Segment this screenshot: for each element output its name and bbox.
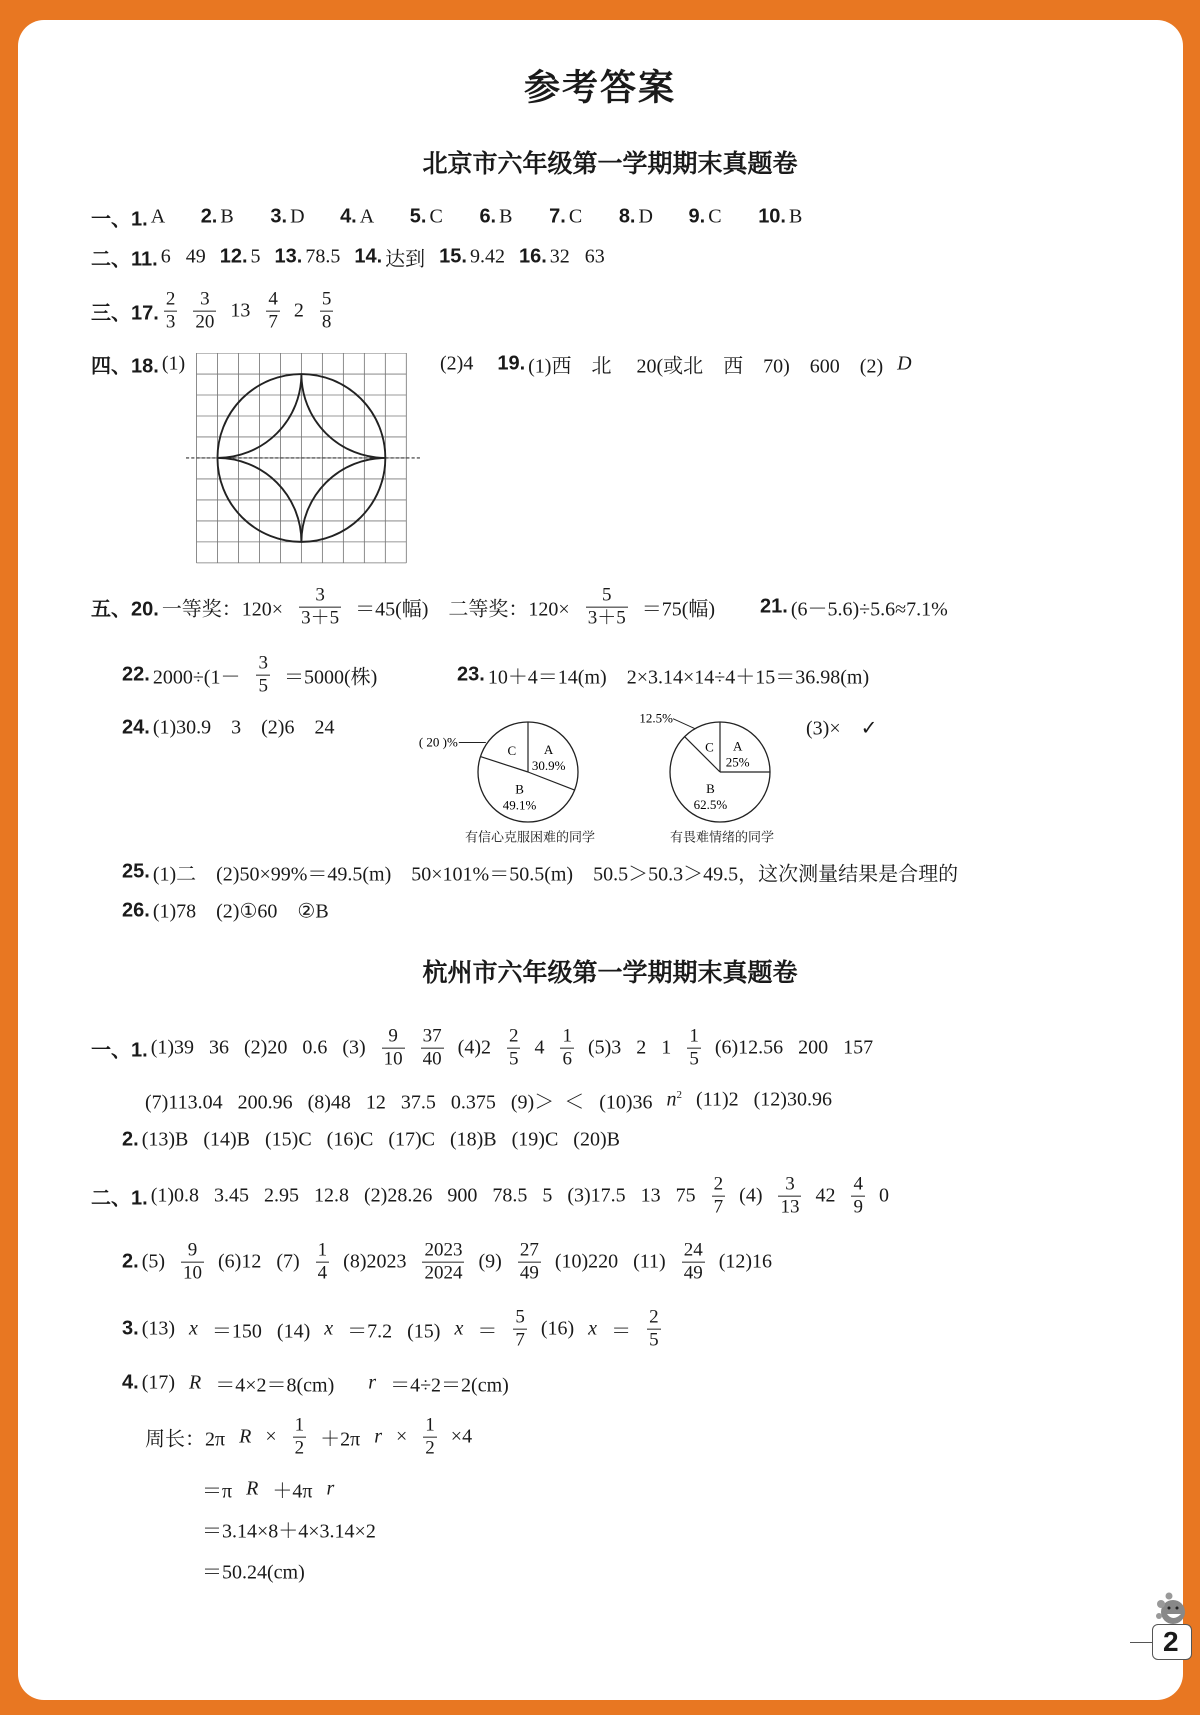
question-number: 12. (219, 245, 248, 268)
fraction-denominator: 20 (195, 311, 215, 333)
fraction (422, 1240, 464, 1285)
fraction-numerator: 9 (388, 1025, 398, 1047)
answer-text: 4 (534, 1036, 545, 1059)
question-number: 4. (340, 205, 357, 228)
answer-line (202, 1475, 348, 1504)
answer-text: 5 (250, 245, 261, 268)
question-number: 3. (270, 205, 288, 228)
pie-value-a: 25% (725, 754, 750, 770)
fraction-numerator: 2 (165, 288, 176, 310)
fraction-numerator: 4 (268, 288, 278, 310)
fraction-denominator: 5 (258, 675, 268, 697)
answer-text: (13) (141, 1317, 176, 1340)
question-number: 23. (457, 663, 485, 686)
math-variable: r (374, 1425, 383, 1448)
math-variable: x (588, 1317, 598, 1340)
question-number: 9. (688, 205, 706, 228)
answer-text: ×4 (450, 1425, 473, 1448)
fraction-denominator: 3 (165, 311, 176, 333)
pie-label-a: A (732, 738, 743, 754)
answer-text: (1) (161, 352, 186, 375)
fraction-denominator: 40 (422, 1048, 442, 1070)
fraction (712, 1174, 726, 1219)
question-number: 10. (758, 205, 786, 228)
answer-line-20 (91, 585, 729, 630)
question-number: 一、1. (91, 208, 148, 231)
answer-text: 42 (815, 1184, 836, 1207)
answer-text: 2 (293, 299, 304, 322)
fraction-numerator: 1 (562, 1025, 572, 1047)
fraction (507, 1026, 521, 1071)
fraction (421, 1026, 444, 1071)
fraction-numerator: 9 (187, 1239, 198, 1261)
answer-text: B (789, 205, 803, 228)
pie-value-b: 49.1% (502, 797, 537, 813)
question-number: 21. (760, 595, 788, 618)
fraction-denominator: 8 (321, 311, 332, 333)
answer-line (202, 1515, 390, 1544)
answer-text: ＝7.2 (15) (347, 1320, 441, 1343)
answer-text: 达到 (385, 248, 426, 271)
answer-text: (10)220 (11) (554, 1250, 666, 1273)
fraction (256, 653, 270, 698)
fraction-denominator: 3＋5 (587, 607, 626, 629)
fraction-denominator: 5 (649, 1329, 659, 1351)
fraction-numerator: 1 (425, 1414, 435, 1436)
fraction-numerator: 24 (683, 1239, 703, 1261)
fraction-numerator: 1 (294, 1414, 305, 1436)
pie-caption-1: 有信心克服困难的同学 (464, 830, 596, 846)
answer-line-24 (122, 717, 348, 740)
question-number: 二、1. (91, 1187, 148, 1210)
page-number: 2 (1152, 1624, 1192, 1660)
fraction-denominator: 10 (183, 1262, 203, 1284)
answer-text: ＝4×2＝8(cm) (215, 1374, 355, 1397)
fraction (778, 1174, 801, 1219)
math-variable: x (324, 1317, 334, 1340)
fraction (851, 1174, 865, 1219)
fraction (586, 585, 628, 630)
question-number: 二、11. (91, 248, 158, 271)
answer-line-19 (440, 350, 926, 379)
question-number: 7. (549, 205, 566, 228)
question-number: 26. (122, 899, 150, 922)
answer-text: (1)30.9 3 (2)6 24 (152, 716, 335, 739)
math-variable: r (368, 1371, 377, 1394)
answer-text: ＝3.14×8＋4×3.14×2 (202, 1520, 376, 1543)
fraction-numerator: 2 (649, 1306, 659, 1328)
fraction (382, 1026, 405, 1071)
answer-text: (6)12 (7) (218, 1250, 300, 1273)
pie-value-c: 12.5% (639, 710, 673, 726)
fraction-denominator: 10 (383, 1048, 403, 1070)
question-number: 2. (122, 1250, 139, 1273)
answer-line-21 (760, 593, 962, 622)
math-variable: R (189, 1371, 202, 1394)
fraction (320, 289, 334, 334)
fraction-numerator: 1 (317, 1239, 328, 1261)
answer-text: (17) (141, 1371, 176, 1394)
fraction-denominator: 6 (562, 1048, 572, 1070)
answer-text: (1)西 北 20(或北 西 70) 600 (2) (528, 355, 884, 378)
fraction (560, 1026, 574, 1071)
math-variable: R (246, 1477, 259, 1500)
answer-text: (8)2023 (343, 1250, 407, 1273)
fraction-denominator: 7 (713, 1196, 724, 1218)
question-number: 19. (497, 352, 526, 375)
question-number: 24. (122, 716, 150, 739)
fraction-denominator: 5 (689, 1048, 699, 1070)
fraction-denominator: 2 (425, 1437, 435, 1459)
fraction (687, 1026, 701, 1071)
pie-slice-boundary (528, 772, 575, 790)
fraction-numerator: 3 (315, 584, 325, 606)
question-number: 2. (122, 1128, 139, 1151)
answer-text: 0 (878, 1184, 889, 1207)
grid-figure (186, 353, 421, 565)
answer-text: 10＋4＝14(m) 2×3.14×14÷4＋15＝36.98(m) (487, 666, 870, 689)
answer-text: 32 63 (549, 245, 605, 268)
exponent: 2 (676, 1088, 683, 1101)
answer-line (122, 1369, 523, 1398)
answer-text: 一等奖：120× (161, 598, 284, 621)
pie-label-a: A (543, 741, 554, 757)
answer-line (122, 1307, 675, 1352)
fraction-denominator: 4 (317, 1262, 328, 1284)
question-number: 一、1. (91, 1039, 148, 1062)
fraction-numerator: 27 (519, 1239, 539, 1261)
answer-text: (16) (540, 1317, 575, 1340)
fraction (513, 1307, 527, 1352)
answer-text: (4)2 (457, 1036, 491, 1059)
answer-text: ＋4π (272, 1480, 313, 1503)
answer-text: ＝75(幅) (641, 598, 716, 621)
answer-line (122, 1129, 634, 1152)
pie-value-c: ( 20 )% (418, 734, 458, 750)
answer-line-22 (122, 653, 391, 698)
fraction-denominator: 49 (683, 1262, 703, 1284)
answer-line (145, 1086, 846, 1115)
question-number: 三、17. (91, 302, 159, 325)
answer-text: ＝ (611, 1320, 632, 1343)
answer-text: C (429, 205, 443, 228)
answer-text: ＝ (477, 1320, 498, 1343)
answer-line (145, 1415, 486, 1460)
answer-text: 2000÷(1－ (152, 666, 241, 689)
question-number: 25. (122, 860, 150, 883)
answer-text: A (359, 205, 375, 228)
answer-text: (4) (739, 1184, 763, 1207)
page-number-rule (1130, 1642, 1154, 1643)
question-number: 3. (122, 1317, 139, 1340)
answer-text: (5) (141, 1250, 166, 1273)
answer-line-fill (91, 243, 619, 272)
pie-value-a: 30.9% (531, 757, 566, 773)
question-number: 6. (479, 205, 497, 228)
math-variable: $n^2$ (666, 1088, 683, 1111)
fraction (293, 1415, 307, 1460)
fraction-numerator: 37 (422, 1025, 442, 1047)
answer-text: D (638, 205, 653, 228)
pie-label-b: B (515, 781, 524, 797)
fraction-numerator: 5 (515, 1306, 525, 1328)
answer-text: C (568, 205, 583, 228)
answer-text: 6 49 (160, 245, 206, 268)
question-number: 22. (122, 663, 150, 686)
fraction (299, 585, 341, 630)
math-variable: x (454, 1317, 464, 1340)
answer-line-18 (91, 350, 199, 379)
fraction-numerator: 1 (689, 1025, 699, 1047)
fraction-denominator: 13 (780, 1196, 800, 1218)
answer-text: ＝50.24(cm) (202, 1561, 305, 1584)
mascot-icon (1155, 1590, 1185, 1628)
answer-text: ＝45(幅) 二等奖：120× (355, 598, 570, 621)
question-number: 四、18. (91, 355, 159, 378)
answer-line-calc (91, 289, 347, 334)
fraction (266, 289, 280, 334)
answer-line-26 (122, 899, 343, 924)
page-title: 参考答案 (523, 67, 676, 109)
answer-text: ＝150 (14) (211, 1320, 311, 1343)
fraction-denominator: 7 (268, 311, 278, 333)
fraction (181, 1240, 204, 1285)
answer-line-24-3 (806, 716, 891, 741)
answer-line-choice (91, 203, 839, 232)
fraction (682, 1240, 705, 1285)
question-number: 五、20. (91, 598, 159, 621)
fraction (164, 289, 178, 334)
fraction-denominator: 2 (294, 1437, 305, 1459)
fraction (518, 1240, 541, 1285)
fraction (647, 1307, 661, 1352)
math-variable: x (189, 1317, 198, 1340)
fraction-numerator: 4 (853, 1173, 863, 1195)
math-variable: R (239, 1425, 252, 1448)
fraction-numerator: 5 (321, 288, 332, 310)
section-title-beijing: 北京市六年级第一学期期末真题卷 (422, 149, 798, 178)
answer-text: ＋2π (320, 1428, 361, 1451)
fraction-numerator: 3 (785, 1173, 795, 1195)
answer-text: × (265, 1425, 277, 1448)
math-variable: D (897, 352, 912, 375)
answer-text: 周长：2π (145, 1428, 226, 1451)
answer-text: ＝5000(株) (283, 666, 378, 689)
fraction-denominator: 9 (853, 1196, 863, 1218)
answer-text: (2)4 (440, 352, 484, 375)
answer-text: (5)3 2 1 (587, 1036, 672, 1059)
answer-text: (11)2 (12)30.96 (696, 1088, 832, 1111)
fraction (423, 1415, 437, 1460)
answer-text: (1)0.8 3.45 2.95 12.8 (2)28.26 900 78.5 5 (3)17.5 13 75 (150, 1184, 696, 1207)
pie-slice-boundary (480, 757, 528, 772)
answer-line (91, 1174, 903, 1219)
fraction (316, 1240, 330, 1285)
answer-text: ＝π (202, 1480, 233, 1503)
fraction-numerator: 3 (200, 288, 210, 310)
answer-text: (7)113.04 200.96 (8)48 12 37.5 0.375 (9)＞ ＜ (10)36 (145, 1091, 653, 1114)
answer-text: 13 (230, 299, 251, 322)
pie-label-b: B (706, 781, 715, 797)
answer-line (91, 1026, 887, 1071)
fraction-denominator: 2024 (424, 1262, 463, 1284)
pie-value-b: 62.5% (693, 797, 728, 813)
answer-text: ＝4÷2＝2(cm) (390, 1374, 509, 1397)
answer-text: A (150, 205, 166, 228)
fraction-numerator: 2 (508, 1025, 519, 1047)
fraction-denominator: 7 (515, 1329, 525, 1351)
fraction-numerator: 2023 (424, 1239, 463, 1261)
answer-text: B (220, 205, 234, 228)
answer-text: × (396, 1425, 408, 1448)
fraction (193, 289, 216, 334)
question-number: 4. (122, 1371, 139, 1394)
question-number: 2. (200, 205, 218, 228)
question-number: 5. (409, 205, 427, 228)
answer-text: 9.42 (469, 245, 505, 268)
answer-text: (3)× ✓ (806, 717, 878, 740)
fraction-numerator: 2 (713, 1173, 724, 1195)
answer-text: (1)39 36 (2)20 0.6 (3) (150, 1036, 366, 1059)
fraction-denominator: 49 (519, 1262, 539, 1284)
answer-text: (6－5.6)÷5.6≈7.1% (790, 598, 948, 621)
answer-text: C (708, 205, 722, 228)
answer-text: B (499, 205, 513, 228)
leader-line (673, 719, 695, 729)
question-number: 14. (354, 245, 383, 268)
question-number: 13. (274, 245, 303, 268)
answer-text: (9) (478, 1250, 502, 1273)
answer-text: (1)78 (2)①60 ②B (152, 900, 329, 923)
question-number: 8. (618, 205, 636, 228)
answer-text: (6)12.56 200 157 (714, 1036, 874, 1059)
fraction-denominator: 5 (508, 1048, 519, 1070)
pie-caption-2: 有畏难情绪的同学 (669, 830, 775, 846)
math-variable: r (326, 1477, 335, 1500)
pie-charts (410, 705, 790, 825)
question-number: 15. (439, 245, 467, 268)
answer-text: (12)16 (718, 1250, 773, 1273)
answer-text: 78.5 (305, 245, 341, 268)
answer-text: (1)二 (2)50×99%＝49.5(m) 50×101%＝50.5(m) 50.5＞50.3＞49.5，这次测量结果是合理的 (152, 863, 959, 886)
pie-label-c: C (507, 742, 517, 758)
answer-line-25 (122, 858, 972, 887)
answer-line (202, 1556, 319, 1585)
fraction-numerator: 5 (601, 584, 612, 606)
answer-line-23 (457, 661, 883, 690)
question-number: 16. (518, 245, 547, 268)
pie-label-c: C (705, 739, 714, 755)
answer-line (122, 1240, 786, 1285)
fraction-denominator: 3＋5 (301, 607, 340, 629)
fraction-numerator: 3 (258, 652, 268, 674)
answer-text: (13)B (14)B (15)C (16)C (17)C (18)B (19)C (20)B (141, 1128, 620, 1151)
section-title-hangzhou: 杭州市六年级第一学期期末真题卷 (422, 958, 798, 987)
answer-text: D (290, 205, 305, 228)
pie-slice-boundary (685, 737, 720, 772)
